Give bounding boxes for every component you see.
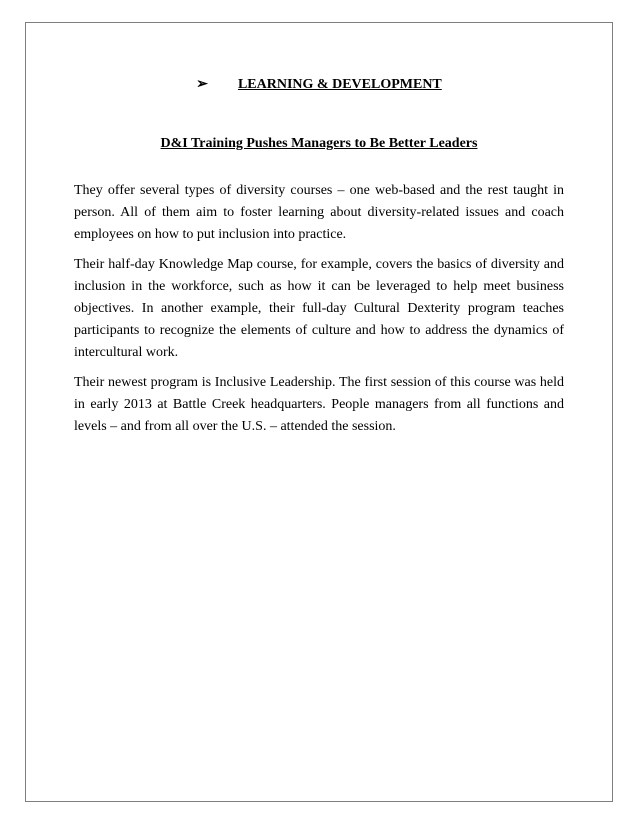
article-title: D&I Training Pushes Managers to Be Better Leaders [160, 136, 478, 151]
arrowhead-bullet-icon: ➢ [196, 77, 208, 92]
paragraph-3: Their newest program is Inclusive Leadership. The first session of this course was held in early 2013 at Battle Creek headquarters. People managers from all functions and levels – and from all over the U.S. – attended the session. [74, 375, 564, 434]
paragraph-1: They offer several types of diversity courses – one web-based and the rest taught in person. All of them aim to foster learning about diversity-related issues and coach employees on how to put inclusion into practice. [74, 183, 564, 242]
article-body [74, 180, 564, 446]
section-heading-text: LEARNING & DEVELOPMENT [237, 77, 442, 92]
paragraph-2: Their half-day Knowledge Map course, for example, covers the basics of diversity and inclusion in the workforce, such as how it can be leveraged to help meet business objectives. In another example, their full-day Cultural Dexterity program teaches participants to recognize the elements of culture and how to address the dynamics of intercultural work. [74, 257, 564, 360]
section-heading [0, 76, 638, 93]
